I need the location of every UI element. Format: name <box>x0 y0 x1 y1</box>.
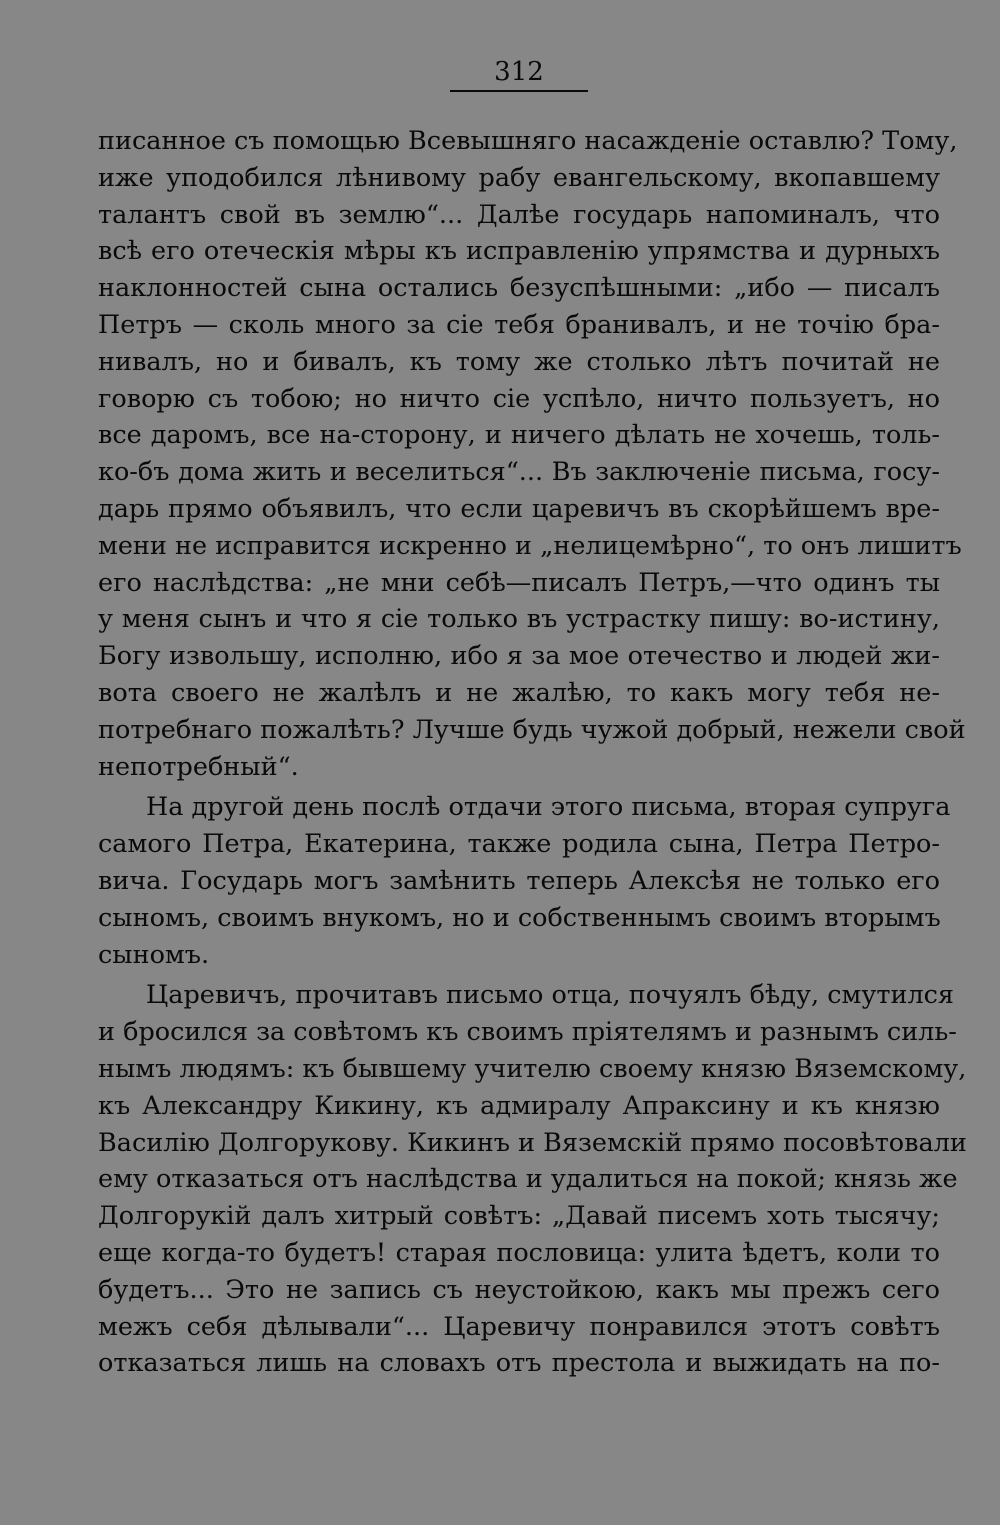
page-number: 312 <box>494 57 544 87</box>
text-line: Василію Долгорукову. Кикинъ и Вяземскій прямо посовѣтовали <box>98 1127 967 1158</box>
text-line: еще когда-то будетъ! старая пословица: улита ѣдетъ, коли то <box>98 1237 940 1268</box>
text-line: непотребный“. <box>98 751 299 782</box>
paragraph-1 <box>98 123 966 785</box>
text-line: вота своего не жалѣлъ и не жалѣю, то какъ могу тебя не- <box>98 677 940 708</box>
text-line: талантъ свой въ землю“... Далѣе государь напоминалъ, что <box>98 199 940 230</box>
text-line: мени не исправится искренно и „нелицемѣрно“, то онъ лишитъ <box>98 530 962 561</box>
text-line: отказаться лишь на словахъ отъ престола и выжидать на по- <box>98 1348 940 1379</box>
text-line: дарь прямо объявилъ, что если царевичъ въ скорѣйшемъ вре- <box>98 493 940 524</box>
text-line: потребнаго пожалѣть? Лучше будь чужой добрый, нежели свой <box>98 714 966 745</box>
text-line: и бросился за совѣтомъ къ своимъ пріятелямъ и разнымъ силь- <box>98 1017 957 1048</box>
text-line: межъ себя дѣлывали“... Царевичу понравился этотъ совѣтъ <box>98 1311 940 1342</box>
text-line: сыномъ. <box>98 939 210 970</box>
text-line: писанное съ помощью Всевышняго насажденіе оставлю? Тому, <box>98 126 958 156</box>
text-line: Долгорукій далъ хитрый совѣтъ: „Давай писемъ хоть тысячу; <box>98 1201 940 1232</box>
text-line: говорю съ тобою; но ничто сіе успѣло, ничто пользуетъ, но <box>98 383 940 414</box>
text-line: его наслѣдства: „не мни себѣ—писалъ Петръ,—что одинъ ты <box>98 567 940 598</box>
text-line: ко-бъ дома жить и веселиться“... Въ заключеніе письма, госу- <box>98 457 940 488</box>
text-line: къ Александру Кикину, къ адмиралу Апраксину и къ князю <box>98 1090 940 1121</box>
page-number-rule <box>450 90 588 92</box>
text-line: сыномъ, своимъ внукомъ, но и собственнымъ своимъ вторымъ <box>98 902 941 933</box>
text-line: Царевичъ, прочитавъ письмо отца, почуялъ бѣду, смутился <box>146 980 955 1011</box>
paragraph-2 <box>98 789 951 973</box>
text-line: будетъ... Это не запись съ неустойкою, какъ мы прежъ сего <box>98 1274 940 1305</box>
body-text <box>98 123 967 1382</box>
text-line: самого Петра, Екатерина, также родила сына, Петра Петро- <box>98 829 940 860</box>
paragraph-3 <box>98 977 967 1382</box>
text-line: На другой день послѣ отдачи этого письма, вторая супруга <box>146 792 951 823</box>
text-line: ему отказаться отъ наслѣдства и удалиться на покой; князь же <box>98 1164 958 1195</box>
text-line: у меня сынъ и что я сіе только въ устрастку пишу: во-истину, <box>98 604 940 635</box>
text-line: Петръ — сколь много за сіе тебя бранивалъ, и не точію бра- <box>98 309 940 340</box>
text-line: всѣ его отеческія мѣры къ исправленію упрямства и дурныхъ <box>98 236 940 267</box>
text-line: нивалъ, но и бивалъ, къ тому же столько лѣтъ почитай не <box>98 346 940 377</box>
text-line: все даромъ, все на-сторону, и ничего дѣлать не хочешь, толь- <box>98 420 940 451</box>
text-line: наклонностей сына остались безуспѣшными: „ибо — писалъ <box>98 273 940 304</box>
text-line: иже уподобился лѣнивому рабу евангельскому, вкопавшему <box>98 162 940 193</box>
text-line: нымъ людямъ: къ бывшему учителю своему князю Вяземскому, <box>98 1053 967 1084</box>
text-line: Богу извольшу, исполню, ибо я за мое отечество и людей жи- <box>98 641 940 672</box>
text-line: вича. Государь могъ замѣнить теперь Алексѣя не только его <box>98 865 940 896</box>
